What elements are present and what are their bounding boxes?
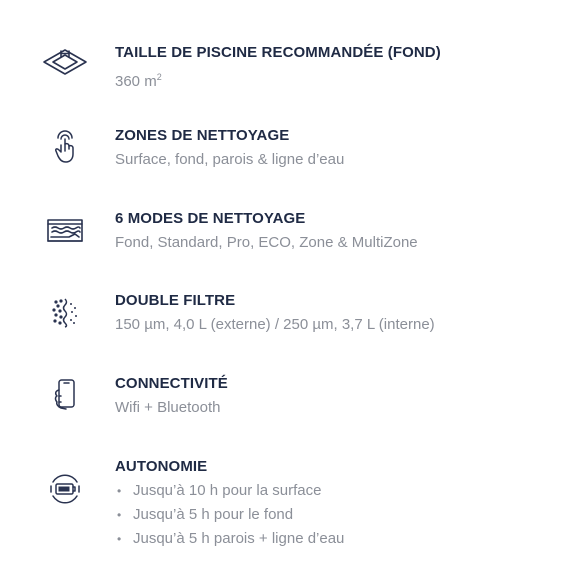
feature-description: Fond, Standard, Pro, ECO, Zone & MultiZone	[115, 234, 418, 251]
feature-description: Surface, fond, parois & ligne d’eau	[115, 151, 345, 168]
autonomy-list	[115, 479, 561, 551]
feature-title: CONNECTIVITÉ	[115, 375, 228, 392]
list-item: • Jusqu’à 5 h parois + ligne d’eau	[115, 527, 561, 551]
pool-waves-icon	[40, 210, 90, 250]
feature-description: Wifi + Bluetooth	[115, 399, 221, 416]
feature-title: 6 MODES DE NETTOYAGE	[115, 210, 306, 227]
list-item: • Jusqu’à 5 h pour le fond	[115, 503, 561, 527]
feature-title: ZONES DE NETTOYAGE	[115, 127, 290, 144]
filter-icon	[40, 292, 90, 332]
feature-description: 360 $m^2$	[115, 72, 162, 90]
pool-icon	[40, 42, 90, 82]
battery-icon	[40, 469, 90, 509]
feature-title: AUTONOMIE	[115, 458, 208, 475]
list-item: • Jusqu’à 10 h pour la surface	[115, 479, 561, 503]
smartphone-icon	[40, 375, 90, 415]
touch-hand-icon	[40, 127, 90, 167]
feature-title: DOUBLE FILTRE	[115, 292, 236, 309]
feature-title: TAILLE DE PISCINE RECOMMANDÉE (FOND)	[115, 44, 441, 61]
feature-description: 150 µm, 4,0 L (externe) / 250 µm, 3,7 L (interne)	[115, 316, 435, 333]
